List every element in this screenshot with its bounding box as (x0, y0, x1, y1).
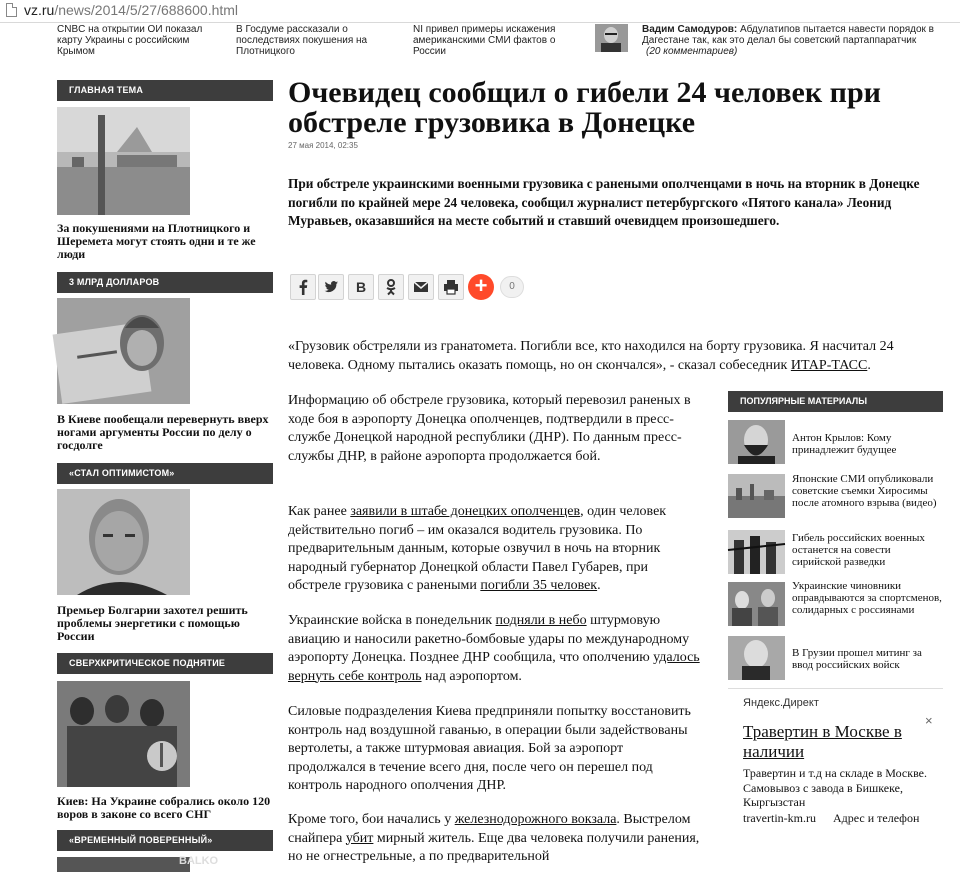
twitter-icon (319, 275, 343, 299)
sidebar-thumb-2[interactable] (57, 298, 190, 404)
sidebar-title-1[interactable]: За покушениями на Плотницкого и Шеремета могут стоять одни и те же люди (57, 221, 256, 261)
popular-thumb-5[interactable] (728, 636, 785, 680)
ticker-item-3[interactable]: NI привел примеры искажения американскими СМИ фактов о России (413, 24, 556, 57)
sidebar-title-3[interactable]: Премьер Болгарии захотел решить проблемы энергетики с помощью России (57, 603, 248, 643)
odnoklassniki-icon (379, 275, 403, 299)
ad-domain[interactable]: travertin-km.ru (743, 811, 816, 825)
sidebar-thumb-4[interactable] (57, 681, 190, 787)
article-lead: При обстреле украинскими военными грузовика с ранеными ополченцами в ночь на вторник в Донецке погибли по крайней мере 24 человека, сообщил журналист петербургского «Пятого канала» Леонид Муравьев, оказавшийся на месте событий и ставший очевидцем произошедшего. (288, 176, 920, 228)
article-paragraph-3: Украинские войска в понедельник подняли в небо штурмовую авиацию и наносили ракетно-бомбовые удары по международному аэропорту Донецка. Позднее ДНР сообщила, что ополчению удалось вернуть себе контроль над аэропортом. (288, 613, 700, 684)
section-label-attorney[interactable]: «ВРЕМЕННЫЙ ПОВЕРЕННЫЙ» (57, 830, 273, 851)
sidebar-title-2[interactable]: В Киеве пообещали перевернуть вверх ногами аргументы России по делу о госдолге (57, 412, 269, 452)
more-share-button[interactable] (468, 274, 494, 300)
link-raised-sky[interactable]: подняли в небо (495, 613, 587, 628)
sidebar-thumb-1[interactable] (57, 107, 190, 215)
section-label-debt[interactable]: 3 МЛРД ДОЛЛАРОВ (57, 272, 273, 293)
article-paragraph-2: Как ранее заявили в штабе донецких ополченцев, один человек действительно погиб – им оказался водитель грузовика. По предварительным данным, которые озвучил в ночь на вторник народный губернатор Донецкой области Павел Губарев, при обстреле грузовика с ранеными погибли 35 человек. (288, 504, 667, 593)
popular-item-3[interactable]: Гибель российских военных останется на совести сирийской разведки (792, 532, 925, 568)
vk-share-button[interactable] (348, 274, 374, 300)
article-paragraph-5: Кроме того, бои начались у железнодорожного вокзала. Выстрелом снайпера убит мирный житель. Еще два человека получили ранения, но не огнестрельные, а по предварительной (288, 812, 700, 864)
printer-icon (439, 275, 463, 299)
twitter-share-button[interactable] (318, 274, 344, 300)
sidebar-thumb-3[interactable] (57, 489, 190, 595)
ticker-item-2[interactable]: В Госдуме рассказали о последствиях покушения на Плотницкого (236, 24, 368, 57)
ticker-item-4[interactable]: Вадим Самодуров: Абдулатипов пытается навести порядок в Дагестане так, как это делал бы советский партаппаратчик (20 комментариев) (642, 24, 934, 57)
share-counter: 0 (500, 276, 524, 298)
article-date: 27 мая 2014, 02:35 (288, 141, 358, 150)
plus-icon: + (474, 273, 488, 298)
section-label-supercritical[interactable]: СВЕРХКРИТИЧЕСКОЕ ПОДНЯТИЕ (57, 653, 273, 674)
envelope-icon (409, 275, 433, 299)
sidebar-title-4[interactable]: Киев: На Украине собрались около 120 воров в законе со всего СНГ (57, 794, 271, 821)
author-photo[interactable] (595, 24, 628, 52)
url-text[interactable]: vz.ru/news/2014/5/27/688600.html (24, 2, 239, 18)
close-icon[interactable]: × (925, 713, 933, 728)
section-label-optimist[interactable]: «СТАЛ ОПТИМИСТОМ» (57, 463, 273, 484)
odnoklassniki-share-button[interactable] (378, 274, 404, 300)
popular-thumb-2[interactable] (728, 474, 785, 518)
popular-item-4[interactable]: Украинские чиновники оправдываются за спортсменов, солидарных с россиянами (792, 580, 942, 616)
address-bar[interactable] (0, 0, 960, 23)
page-icon (6, 3, 17, 17)
link-killed[interactable]: убит (345, 830, 374, 846)
section-label-main[interactable]: ГЛАВНАЯ ТЕМА (57, 80, 273, 101)
article-quote: «Грузовик обстреляли из гранатомета. Погибли все, кто находился на борту грузовика. Я насчитал 24 человека. Одному пытались оказать помощь, но он скончался», - сказал собеседник ИТАР-ТАСС. (288, 339, 894, 373)
popular-thumb-1[interactable] (728, 420, 785, 464)
print-button[interactable] (438, 274, 464, 300)
popular-thumb-3[interactable] (728, 530, 785, 574)
ad-label[interactable]: Яндекс.Директ (743, 697, 819, 709)
facebook-share-button[interactable] (290, 274, 316, 300)
sidebar-thumb-5[interactable]: BALKO (57, 857, 190, 872)
popular-item-5[interactable]: В Грузии прошел митинг за ввод российских войск (792, 647, 922, 671)
article-paragraph-1: Информацию об обстреле грузовика, который перевозил раненых в ходе боя в аэропорту Донецка ополченцев, подтвердили в пресс-службе Донецкой народной республики (ДНР). По данным пресс-службы ДНР, в районе аэропорта продолжается бой. (288, 393, 691, 464)
ad-description: Травертин и т.д на складе в Москве. Самовывоз с завода в Бишкеке, Кыргызстан (743, 766, 927, 809)
link-militia-hq[interactable]: заявили в штабе донецких ополченцев (350, 504, 581, 519)
link-35-killed[interactable]: погибли 35 человек (480, 578, 598, 593)
link-railway-station[interactable]: железнодорожного вокзала (454, 812, 617, 827)
link-itar-tass[interactable]: ИТАР-ТАСС (790, 357, 868, 373)
ad-contacts-link[interactable]: Адрес и телефон (833, 811, 920, 825)
link-regain-control[interactable]: удалось вернуть себе контроль (288, 650, 700, 684)
popular-thumb-4[interactable] (728, 582, 785, 626)
popular-item-1[interactable]: Антон Крылов: Кому принадлежит будущее (792, 432, 897, 456)
ticker-item-1[interactable]: CNBC на открытии ОИ показал карту Украины с российским Крымом (57, 24, 203, 57)
ad-title-link[interactable]: Травертин в Москве в наличии (743, 722, 902, 761)
mail-share-button[interactable] (408, 274, 434, 300)
popular-item-2[interactable]: Японские СМИ опубликовали советские съемки Хиросимы после атомного взрыва (видео) (792, 473, 937, 509)
article-headline: Очевидец сообщил о гибели 24 человек при обстреле грузовика в Донецке (288, 76, 881, 139)
facebook-icon (291, 275, 315, 299)
popular-header: ПОПУЛЯРНЫЕ МАТЕРИАЛЫ (728, 391, 943, 412)
article-paragraph-4: Силовые подразделения Киева предприняли попытку восстановить контроль над воздушной гаванью, в операции были задействованы вертолеты, а также штурмовая авиация. Бой за аэропорт продолжался в течение всего дня, после чего он перешел под контроль народного ополчения ДНР. (288, 704, 691, 793)
vk-icon: В (355, 279, 367, 295)
